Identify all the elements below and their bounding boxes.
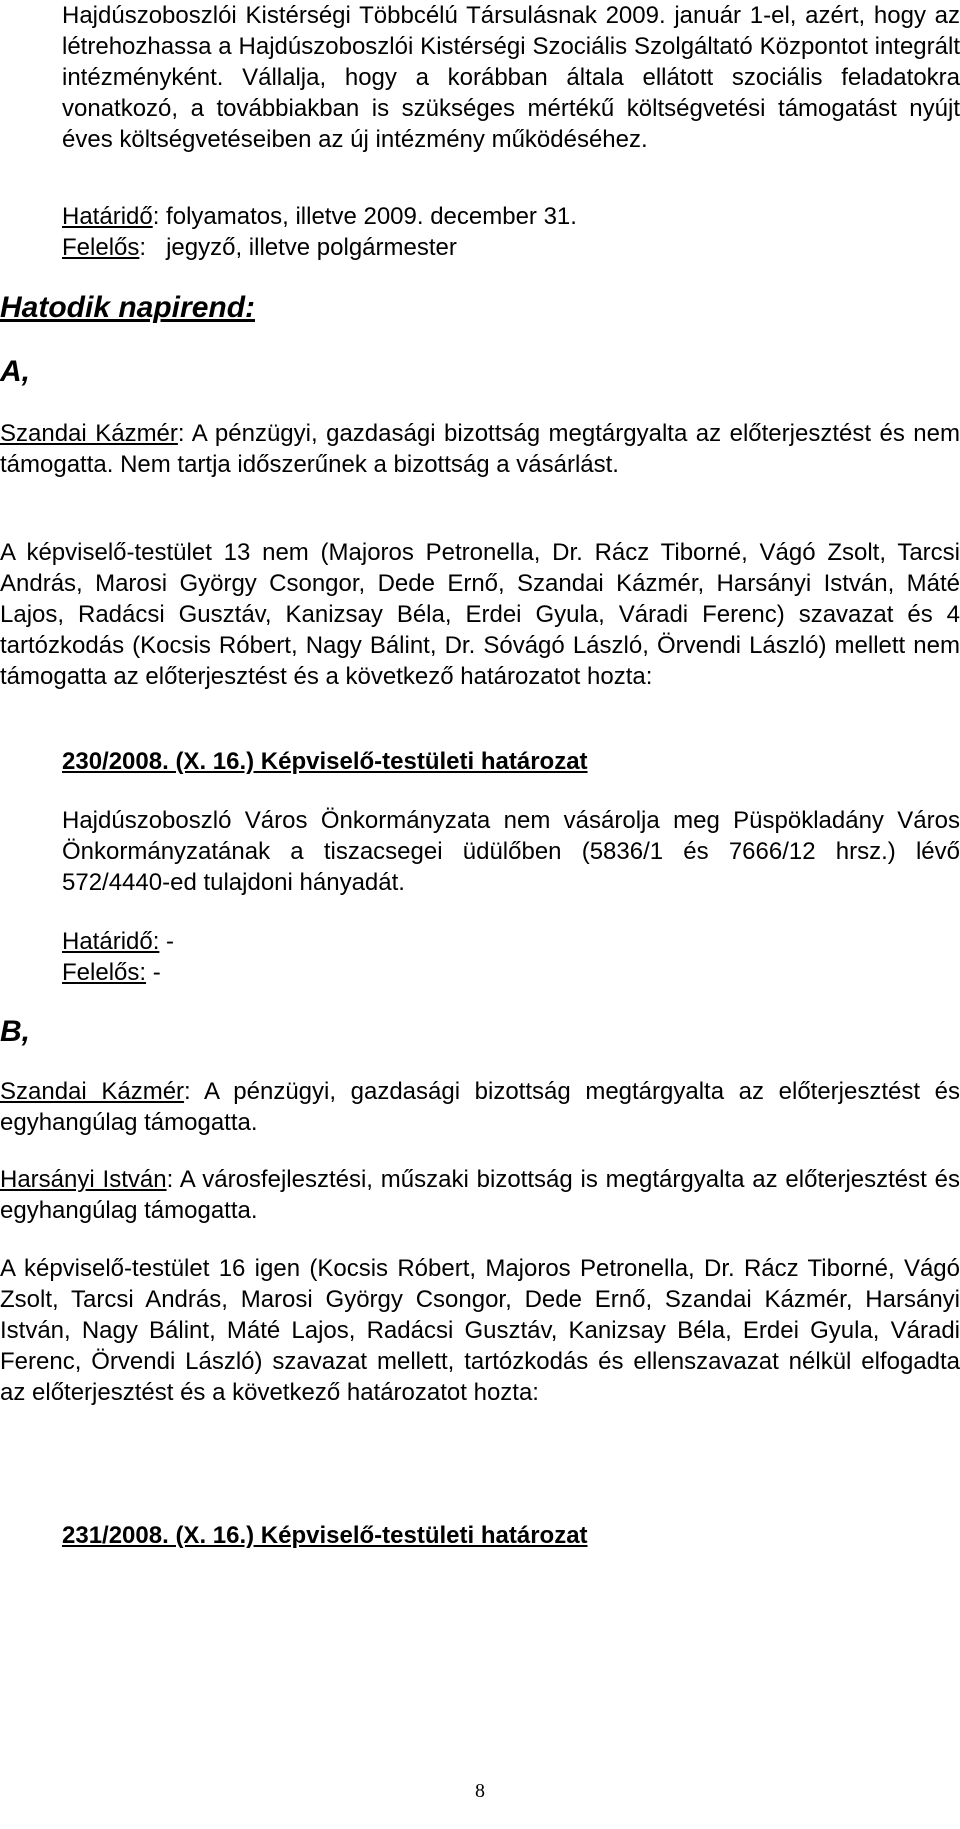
deadline-line-1: [62, 201, 960, 232]
responsible-value: jegyző, illetve polgármester: [166, 234, 457, 261]
speaker-name: Harsányi István: [0, 1166, 167, 1193]
responsible-line-2: Felelős: -: [62, 959, 161, 986]
deadline-line-2: Határidő: -: [62, 928, 175, 955]
resolution-231-title: 231/2008. (X. 16.) Képviselő-testületi határozat: [62, 1522, 588, 1549]
resolution-230-title: 230/2008. (X. 16.) Képviselő-testületi határozat: [62, 748, 588, 775]
deadline-value: : folyamatos, illetve 2009. december 31.: [152, 203, 577, 230]
intro-paragraph: Hajdúszoboszlói Kistérségi Többcélú Társulásnak 2009. január 1-el, azért, hogy az létrehozhassa a Hajdúszoboszlói Kistérségi Szociális Szolgáltató Központot integrált intézményként. Vállalja, hogy a korábban általa ellátott szociális feladatokra vonatkozó, a továbbiakban is szükséges mértékű költségvetési támogatást nyújt éves költségvetéseiben az új intézmény működéséhez.: [62, 2, 960, 153]
speaker-name: Szandai Kázmér: [0, 420, 178, 447]
speaker-name: Szandai Kázmér: [0, 1078, 185, 1105]
a-speaker-paragraph: Szandai Kázmér: A pénzügyi, gazdasági bizottság megtárgyalta az előterjesztést és nem támogatta. Nem tartja időszerűnek a bizottság a vásárlást.: [0, 420, 960, 478]
responsible-line-1: Felelős: jegyző, illetve polgármester: [62, 234, 457, 261]
b-vote-paragraph: A képviselő-testület 16 igen (Kocsis Róbert, Majoros Petronella, Dr. Rácz Tiborné, Vágó Zsolt, Tarcsi András, Marosi György Csongor, Dede Ernő, Szandai Kázmér, Harsányi István, Nagy Bálint, Máté Lajos, Radácsi Gusztáv, Kanizsay Béla, Erdei Gyula, Váradi Ferenc, Örvendi László) szavazat mellett, tartózkodás és ellenszavazat nélkül elfogadta az előterjesztést és a következő határozatot hozta:: [0, 1255, 960, 1406]
a-vote-paragraph: A képviselő-testület 13 nem (Majoros Petronella, Dr. Rácz Tiborné, Vágó Zsolt, Tarcsi András, Marosi György Csongor, Dede Ernő, Szandai Kázmér, Harsányi István, Máté Lajos, Radácsi Gusztáv, Kanizsay Béla, Erdei Gyula, Váradi Ferenc) szavazat és 4 tartózkodás (Kocsis Róbert, Nagy Bálint, Dr. Sóvágó László, Örvendi László) mellett nem támogatta az előterjesztést és a következő határozatot hozta:: [0, 539, 960, 690]
agenda-heading: Hatodik napirend:: [0, 291, 256, 324]
b-speaker2-paragraph: Harsányi István: A városfejlesztési, műszaki bizottság is megtárgyalta az előterjesztést és egyhangúlag támogatta.: [0, 1166, 960, 1224]
b-speaker1-paragraph: Szandai Kázmér: A pénzügyi, gazdasági bizottság megtárgyalta az előterjesztést és egyhangúlag támogatta.: [0, 1078, 960, 1136]
responsible-label: Felelős: [62, 234, 140, 261]
section-b-label: B,: [0, 1015, 30, 1048]
deadline-label: Határidő: [62, 203, 153, 230]
resolution-230-text: Hajdúszoboszló Város Önkormányzata nem vásárolja meg Püspökladány Város Önkormányzatának a tiszacsegei üdülőben (5836/1 és 7666/12 hrsz.) lévő 572/4440-ed tulajdoni hányadát.: [62, 807, 960, 896]
page-number: 8: [475, 1780, 485, 1802]
section-a-label: A,: [0, 355, 30, 388]
